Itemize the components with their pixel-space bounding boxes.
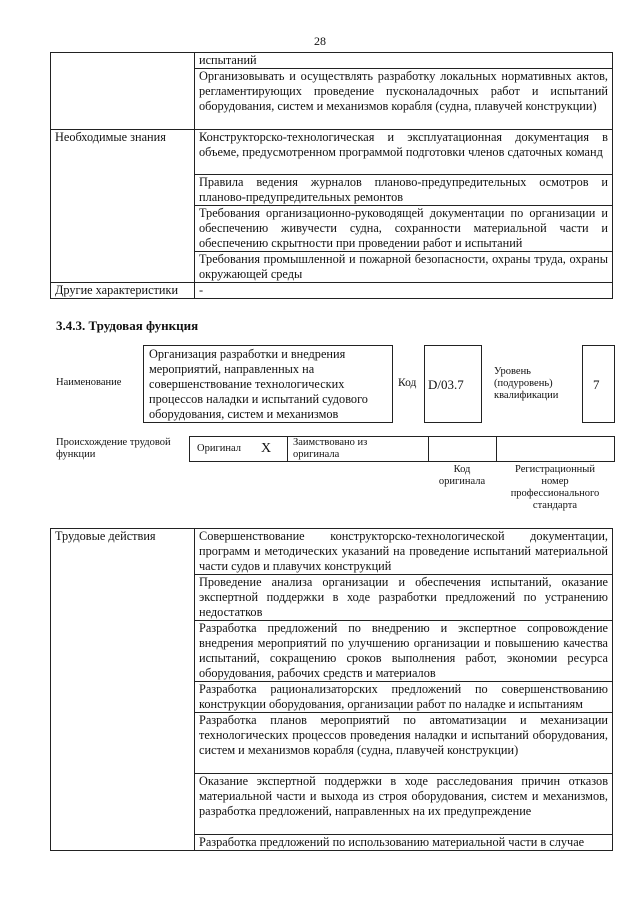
table-cell: Разработка предложений по внедрению и экспертное сопровождение внедрения мероприятий по улучшению организации и повышению качества испытаний, сокращению сроков выполнения работ, экономии ресурса оборудования, рабочих средств и материалов: [195, 621, 613, 682]
level-label: Уровень (подуровень) квалификации: [494, 366, 559, 401]
table-cell: Организовывать и осуществлять разработку локальных нормативных актов, регламентирующих проведение пусконаладочных работ и испытаний оборудования, систем и механизмов корабля (судна, плавучей конструкции): [195, 69, 613, 130]
table-cell: Требования организационно-руководящей документации по организации и обеспечению живучести судна, сохранности материальной части и обеспечению скрытности при проведении работ и испытаний: [195, 206, 613, 252]
table-cell: Разработка предложений по использованию материальной части в случае: [195, 835, 613, 851]
level-value: 7: [593, 377, 600, 392]
section-title: 3.4.3. Трудовая функция: [56, 318, 199, 333]
code-label: Код: [398, 377, 417, 389]
table-cell: Конструкторско-технологическая и эксплуатационная документация в объеме, предусмотренном программой подготовки членов сдаточных команд: [195, 130, 613, 175]
labor-actions-table: [50, 528, 613, 851]
borrowed-label: Заимствовано из оригинала: [293, 437, 368, 460]
table-row-label: Необходимые знания: [51, 130, 195, 283]
knowledge-table: [50, 52, 613, 299]
table-cell: Правила ведения журналов планово-предупредительных осмотров и планово-предупредительных ремонтов: [195, 175, 613, 206]
code-caption: Код оригинала: [438, 464, 486, 487]
table-cell: Оказание экспертной поддержки в ходе расследования причин отказов материальной части и выхода из строя оборудования, систем и механизмов, разработка предложений, направленных на их предупреждение: [195, 774, 613, 835]
table-cell: Требования промышленной и пожарной безопасности, охраны труда, охраны окружающей среды: [195, 252, 613, 283]
table-row-label: [51, 53, 195, 130]
page-number: 28: [314, 34, 326, 48]
table-cell: Совершенствование конструкторско-технологической документации, программ и методических указаний на проведение испытаний материальной части судов и плавучих конструкций: [195, 529, 613, 575]
name-label: Наименование: [56, 377, 122, 388]
origin-label: Происхождение трудовой функции: [56, 437, 171, 460]
function-name: Организация разработки и внедрения мероприятий, направленных на совершенствование технологических процессов наладки и испытаний судового оборудования, систем и механизмов: [149, 347, 368, 421]
table-row-label: Трудовые действия: [51, 529, 195, 851]
table-cell: испытаний: [195, 53, 613, 69]
table-cell: -: [195, 283, 613, 299]
table-cell: Разработка рационализаторских предложений по совершенствованию конструкции оборудования, организации работ по наладке и испытаниям: [195, 682, 613, 713]
table-cell: Проведение анализа организации и обеспечения испытаний, оказание экспертной поддержки в ходе разработки предложений по устранению недостатков: [195, 575, 613, 621]
table-cell: Разработка планов мероприятий по автоматизации и механизации технологических процессов проведения наладки и испытаний оборудования, систем и механизмов корабля (судна, плавучей конструкции): [195, 713, 613, 774]
reg-caption: Регистрационный номер профессионального стандарта: [510, 464, 600, 511]
code-value: D/03.7: [428, 377, 464, 392]
original-label: Оригинал: [197, 443, 241, 454]
table-row-label: Другие характеристики: [51, 283, 195, 299]
original-mark: X: [261, 441, 272, 456]
